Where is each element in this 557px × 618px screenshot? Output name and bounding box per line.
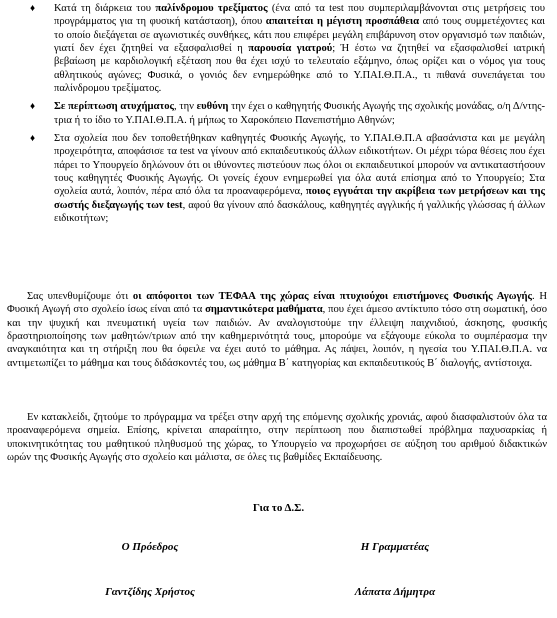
text-run: (ένα από τα test που συμπεριλαμβάνονται στις μετρήσεις του προγράμματος για τη φυσική κατάσταση), όπου — [54, 3, 545, 28]
text-run: από τους συμμετέχοντες και το οποίο διεξάγεται σε αγωνιστικές συνθήκες, κάτι που επιφέρει μεγάλη επιβάρυνση στον οργανισμό των παιδιών, γιατί δεν έχει ζητηθεί να εξασφαλισθεί η — [54, 16, 545, 55]
emphasized-text: παρουσία γιατρού — [248, 43, 333, 55]
text-run: ; Ή έστω να ζητηθεί να εξασφαλισθεί ιατρική βεβαίωση με καρδιολογική εξέταση που θα έχει ισχύ το τελευταίο εξάμηνο, όπως ορίζει και ο νόμος για τους αθλητικούς αγώνες; Φυσικά, ο γονιός δεν ενημερώθηκε από το Υ.ΠΑΙ.Θ.Π.Α., τι πιθανά συνεπάγεται του παλίνδρομου τρεξίματος. — [54, 43, 545, 95]
text-run: Εν κατακλείδι, ζητούμε το πρόγραμμα να τρέξει στην αρχή της επόμενης σχολικής χρονιάς, αφού διασφαλιστούν όλα τα προαναφερόμενα σημεία. Επίσης, κρίνεται απαραίτητο, στην περίπτωση που διαπιστωθεί πρόβλημα παχυσαρκίας ή υποκινητικότητας του μαθητικού πληθυσμού της χώρας, το Υπουργείο να προχωρήσει σε αύξηση του αριθμού διδακτικών ωρών της Φυσικής Αγωγής στο σχολείο και μάλιστα, σε όλες τις βαθμίδες Εκπαίδευσης. — [7, 412, 547, 464]
text-run: , αφού θα γίνουν από δασκάλους, καθηγητές αγγλικής ή γαλλικής γλώσσας ή άλλων ειδικοτήτων; — [54, 199, 546, 225]
president-name: Γαντζίδης Χρήστος — [105, 586, 195, 598]
emphasized-text: παλίνδρομου τρεξίματος — [155, 3, 268, 14]
signature-block-title: Για το Δ.Σ. — [252, 502, 305, 514]
concerns-list — [30, 2, 545, 226]
text-run: , που έχει άμεσο αντίκτυπο τόσο στη σωματική, όσο και την ψυχική και πνευματική υγεία των παιδιών. Αν αναλογιστούμε την έλλειψη παιχνιδιού, άσκησης, φυσικής δραστηριοποίησης των μαθητών/τριων από την καθημερινότητά τους, μπορούμε να εξάγουμε εύκολα το συμπέρασμα την αναγκαιότητα και τη στήριξη που θα όφειλε να έχει αυτό το μάθημα. Ας πάψει, λοιπόν, η ηγεσία του Υ.ΠΑΙ.Θ.Π.Α. να αντιμετωπίζει το μάθημα και τους διδάσκοντές του, ως μάθημα Β΄ κατηγορίας και εκπαιδευτικούς Β΄ διαλογής, αντίστοιχα. — [7, 304, 547, 369]
bullet-text — [54, 133, 545, 224]
diamond-bullet-icon: ♦ — [30, 133, 36, 145]
text-run: . Η Φυσική Αγωγή στο σχολείο ίσως είναι από τα — [7, 291, 547, 316]
text-run: Σας υπενθυμίζουμε ότι — [27, 291, 133, 302]
emphasized-text: Σε περίπτωση ατυχήματος — [54, 101, 175, 113]
secretary-name: Λάπατα Δήμητρα — [354, 586, 436, 598]
text-run: Στα σχολεία που δεν τοποθετήθηκαν καθηγητές Φυσικής Αγωγής, το Υ.ΠΑΙ.Θ.Π.Α αβασάνιστα και με μεγάλη προχειρότητα, αποφάσισε τα test να γίνουν από εκπαιδευτικούς άλλων ειδικοτήτων. Οι μέχρι τώρα θέσεις που έχει πάρει το Υπουργείο δηλώνουν ότι οι ιθύνοντες πιστεύουν πως όλοι οι εκπαιδευτικοί μπορούν να αντικαταστήσουν τους καθηγητές Φυσικής Αγωγής. Οι γονείς έχουν ενημερωθεί για όλα αυτά επίσημα από το Υπουργείο; Στα σχολεία αυτά, λοιπόν, πέρα από όλα τα προαναφερόμενα, — [54, 133, 545, 198]
text-run: , την — [174, 101, 197, 113]
text-run: την έχει ο καθηγητής Φυσικής Αγωγής της σχολικής μονάδας, ο/η Δ/ντης-τρια ή το ίδιο το Υ.ΠΑΙ.Θ.Π.Α. ή μήπως το Χαροκόπειο Πανεπιστήμιο Αθηνών; — [54, 101, 545, 126]
bullet-text — [54, 101, 545, 125]
president-role: Ο Πρόεδρος — [121, 541, 179, 553]
emphasized-text: ευθύνη — [196, 101, 229, 113]
text-run: Κατά τη διάρκεια του — [54, 3, 156, 14]
body-paragraph-reminder — [7, 290, 547, 370]
diamond-bullet-icon: ♦ — [30, 3, 36, 14]
emphasized-text: απαιτείται η μέγιστη προσπάθεια — [265, 16, 420, 28]
concern-bullet-other-teachers — [30, 132, 545, 225]
emphasized-text: ποιος εγγυάται την ακρίβεια των μετρήσεων και της σωστής διεξαγωγής των test — [54, 186, 546, 211]
concern-bullet-liability — [30, 100, 545, 127]
diamond-bullet-icon: ♦ — [30, 101, 36, 113]
emphasized-text: οι απόφοιτοι των ΤΕΦΑΑ της χώρας είναι πτυχιούχοι επιστήμονες Φυσικής Αγωγής — [132, 291, 532, 302]
secretary-role: Η Γραμματέας — [360, 541, 430, 553]
concern-bullet-shuttle-run — [30, 2, 545, 95]
body-paragraph-conclusion — [7, 411, 547, 464]
emphasized-text: σημαντικότερα μαθήματα — [205, 304, 323, 316]
bullet-text — [54, 3, 545, 94]
